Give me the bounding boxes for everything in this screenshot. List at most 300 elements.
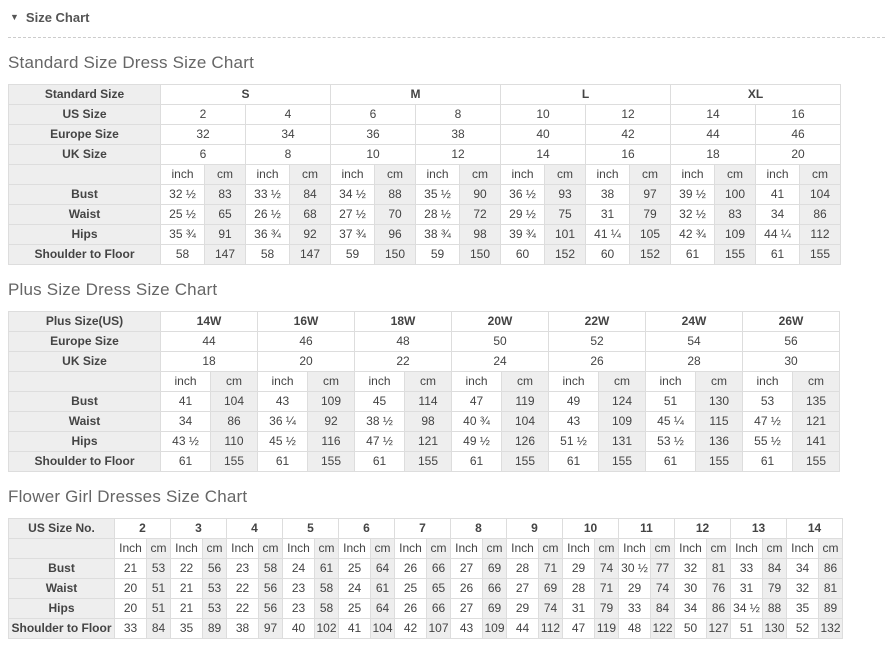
- measurement-cell: 48: [619, 619, 651, 639]
- measurement-cell: 61: [671, 245, 715, 265]
- size-value-cell: 52: [549, 332, 646, 352]
- size-value-cell: 54: [646, 332, 743, 352]
- row-label: Waist: [9, 579, 115, 599]
- unit-header-cell: cm: [819, 539, 843, 559]
- unit-header-cell: cm: [715, 165, 756, 185]
- measurement-cell: 43: [451, 619, 483, 639]
- measurement-cell: 30: [675, 579, 707, 599]
- measurement-cell: 32 ½: [161, 185, 205, 205]
- size-value-cell: 26: [549, 352, 646, 372]
- measurement-cell: 69: [483, 599, 507, 619]
- measurement-cell: 130: [763, 619, 787, 639]
- unit-header-cell: cm: [763, 539, 787, 559]
- unit-header-cell: Inch: [339, 539, 371, 559]
- size-value-cell: 28: [646, 352, 743, 372]
- measurement-cell: 147: [205, 245, 246, 265]
- measurement-cell: 71: [595, 579, 619, 599]
- measurement-cell: 101: [545, 225, 586, 245]
- measurement-cell: 51: [147, 579, 171, 599]
- size-value-cell: 44: [671, 125, 756, 145]
- row-label: Hips: [9, 432, 161, 452]
- row-label: Europe Size: [9, 125, 161, 145]
- measurement-cell: 155: [502, 452, 549, 472]
- unit-header-cell: cm: [599, 372, 646, 392]
- size-charts-container: [8, 53, 883, 639]
- measurement-cell: 147: [290, 245, 331, 265]
- measurement-cell: 27 ½: [331, 205, 375, 225]
- measurement-cell: 72: [460, 205, 501, 225]
- measurement-cell: 155: [715, 245, 756, 265]
- unit-header-cell: Inch: [283, 539, 315, 559]
- measurement-cell: 58: [315, 579, 339, 599]
- measurement-cell: 81: [819, 579, 843, 599]
- size-chart-section: [8, 280, 883, 472]
- table-row-hips: [9, 432, 840, 452]
- size-value-cell: 44: [161, 332, 258, 352]
- measurement-cell: 109: [715, 225, 756, 245]
- measurement-cell: 104: [502, 412, 549, 432]
- measurement-cell: 33: [115, 619, 147, 639]
- measurement-cell: 124: [599, 392, 646, 412]
- unit-header-cell: cm: [375, 165, 416, 185]
- row-label: UK Size: [9, 352, 161, 372]
- measurement-cell: 92: [308, 412, 355, 432]
- size-value-cell: 30: [743, 352, 840, 372]
- measurement-cell: 61: [743, 452, 793, 472]
- measurement-cell: 29: [563, 559, 595, 579]
- size-value-cell: 18: [671, 145, 756, 165]
- unit-header-cell: Inch: [731, 539, 763, 559]
- measurement-cell: 51 ½: [549, 432, 599, 452]
- measurement-cell: 119: [595, 619, 619, 639]
- measurement-cell: 26: [395, 599, 427, 619]
- accordion-title: Size Chart: [25, 10, 90, 25]
- size-group-header: S: [161, 85, 331, 105]
- table-row-uk-size: [9, 352, 840, 372]
- size-value-cell: 22: [355, 352, 452, 372]
- measurement-cell: 32: [675, 559, 707, 579]
- measurement-cell: 56: [203, 559, 227, 579]
- unit-header-cell: inch: [756, 165, 800, 185]
- unit-header-cell: cm: [371, 539, 395, 559]
- row-label: Waist: [9, 205, 161, 225]
- row-label: Plus Size(US): [9, 312, 161, 332]
- table-row-waist: [9, 579, 843, 599]
- measurement-cell: 155: [793, 452, 840, 472]
- unit-header-cell: cm: [502, 372, 549, 392]
- measurement-cell: 25: [395, 579, 427, 599]
- measurement-cell: 21: [171, 579, 203, 599]
- measurement-cell: 42: [395, 619, 427, 639]
- measurement-cell: 52: [787, 619, 819, 639]
- unit-header-cell: Inch: [171, 539, 203, 559]
- unit-header-cell: cm: [405, 372, 452, 392]
- measurement-cell: 86: [819, 559, 843, 579]
- measurement-cell: 37 ¾: [331, 225, 375, 245]
- measurement-cell: 43 ½: [161, 432, 211, 452]
- table-row-bust: [9, 185, 841, 205]
- measurement-cell: 20: [115, 579, 147, 599]
- measurement-cell: 64: [371, 559, 395, 579]
- size-value-cell: 46: [258, 332, 355, 352]
- measurement-cell: 109: [483, 619, 507, 639]
- table-row-waist: [9, 412, 840, 432]
- measurement-cell: 58: [161, 245, 205, 265]
- measurement-cell: 27: [507, 579, 539, 599]
- measurement-cell: 69: [539, 579, 563, 599]
- measurement-cell: 23: [283, 579, 315, 599]
- row-label: Hips: [9, 225, 161, 245]
- size-value-cell: 36: [331, 125, 416, 145]
- size-value-cell: 8: [246, 145, 331, 165]
- measurement-cell: 59: [331, 245, 375, 265]
- size-group-header: 26W: [743, 312, 840, 332]
- size-group-header: 11: [619, 519, 675, 539]
- size-group-header: XL: [671, 85, 841, 105]
- measurement-cell: 86: [800, 205, 841, 225]
- unit-header-cell: cm: [427, 539, 451, 559]
- measurement-cell: 152: [630, 245, 671, 265]
- measurement-cell: 53: [203, 579, 227, 599]
- table-row-shoulder-to-floor: [9, 619, 843, 639]
- row-label: US Size No.: [9, 519, 115, 539]
- measurement-cell: 79: [763, 579, 787, 599]
- measurement-cell: 61: [258, 452, 308, 472]
- size-value-cell: 16: [586, 145, 671, 165]
- size-value-cell: 46: [756, 125, 841, 145]
- measurement-cell: 112: [539, 619, 563, 639]
- row-label: UK Size: [9, 145, 161, 165]
- measurement-cell: 38: [227, 619, 259, 639]
- measurement-cell: 35: [171, 619, 203, 639]
- measurement-cell: 69: [483, 559, 507, 579]
- measurement-cell: 23: [283, 599, 315, 619]
- row-label: Standard Size: [9, 85, 161, 105]
- measurement-cell: 53: [203, 599, 227, 619]
- measurement-cell: 74: [595, 559, 619, 579]
- measurement-cell: 83: [715, 205, 756, 225]
- size-group-header: 18W: [355, 312, 452, 332]
- measurement-cell: 60: [501, 245, 545, 265]
- measurement-cell: 107: [427, 619, 451, 639]
- table-row-us-size: [9, 105, 841, 125]
- measurement-cell: 77: [651, 559, 675, 579]
- measurement-cell: 98: [405, 412, 452, 432]
- measurement-cell: 104: [800, 185, 841, 205]
- row-label: Bust: [9, 392, 161, 412]
- measurement-cell: 116: [308, 432, 355, 452]
- unit-header-cell: cm: [483, 539, 507, 559]
- measurement-cell: 29: [619, 579, 651, 599]
- unit-header-cell: cm: [259, 539, 283, 559]
- size-value-cell: 2: [161, 105, 246, 125]
- unit-header-cell: cm: [460, 165, 501, 185]
- measurement-cell: 28: [507, 559, 539, 579]
- row-label: Waist: [9, 412, 161, 432]
- unit-header-cell: Inch: [115, 539, 147, 559]
- size-group-header: 8: [451, 519, 507, 539]
- size-group-header: 3: [171, 519, 227, 539]
- measurement-cell: 150: [460, 245, 501, 265]
- measurement-cell: 60: [586, 245, 630, 265]
- row-label: US Size: [9, 105, 161, 125]
- table-row-units: [9, 165, 841, 185]
- size-table: [8, 311, 840, 472]
- row-label: Shoulder to Floor: [9, 245, 161, 265]
- measurement-cell: 41: [756, 185, 800, 205]
- measurement-cell: 40 ¾: [452, 412, 502, 432]
- measurement-cell: 47 ½: [743, 412, 793, 432]
- unit-header-cell: inch: [355, 372, 405, 392]
- measurement-cell: 65: [427, 579, 451, 599]
- measurement-cell: 53: [147, 559, 171, 579]
- measurement-cell: 31: [563, 599, 595, 619]
- measurement-cell: 36 ¼: [258, 412, 308, 432]
- section-title: Flower Girl Dresses Size Chart: [8, 487, 248, 506]
- measurement-cell: 51: [147, 599, 171, 619]
- measurement-cell: 70: [375, 205, 416, 225]
- size-value-cell: 4: [246, 105, 331, 125]
- measurement-cell: 141: [793, 432, 840, 452]
- measurement-cell: 126: [502, 432, 549, 452]
- measurement-cell: 90: [460, 185, 501, 205]
- size-group-header: 10: [563, 519, 619, 539]
- measurement-cell: 64: [371, 599, 395, 619]
- measurement-cell: 26 ½: [246, 205, 290, 225]
- size-value-cell: 6: [331, 105, 416, 125]
- measurement-cell: 61: [452, 452, 502, 472]
- measurement-cell: 44: [507, 619, 539, 639]
- table-row-hips: [9, 599, 843, 619]
- unit-header-cell: cm: [707, 539, 731, 559]
- size-value-cell: 6: [161, 145, 246, 165]
- size-group-header: 5: [283, 519, 339, 539]
- row-label: Shoulder to Floor: [9, 619, 115, 639]
- measurement-cell: 20: [115, 599, 147, 619]
- size-table: [8, 84, 841, 265]
- measurement-cell: 39 ¾: [501, 225, 545, 245]
- measurement-cell: 135: [793, 392, 840, 412]
- size-group-header: 20W: [452, 312, 549, 332]
- size-value-cell: 32: [161, 125, 246, 145]
- size-value-cell: 40: [501, 125, 586, 145]
- measurement-cell: 29 ½: [501, 205, 545, 225]
- table-row-standard-size: [9, 85, 841, 105]
- measurement-cell: 59: [416, 245, 460, 265]
- measurement-cell: 30 ½: [619, 559, 651, 579]
- unit-header-cell: cm: [290, 165, 331, 185]
- unit-header-cell: Inch: [507, 539, 539, 559]
- measurement-cell: 21: [115, 559, 147, 579]
- measurement-cell: 44 ¼: [756, 225, 800, 245]
- table-row-units: [9, 539, 843, 559]
- measurement-cell: 155: [308, 452, 355, 472]
- section-title: Standard Size Dress Size Chart: [8, 53, 254, 72]
- unit-header-cell: inch: [671, 165, 715, 185]
- unit-header-cell: cm: [308, 372, 355, 392]
- measurement-cell: 66: [427, 559, 451, 579]
- size-group-header: 22W: [549, 312, 646, 332]
- measurement-cell: 47: [452, 392, 502, 412]
- measurement-cell: 28 ½: [416, 205, 460, 225]
- measurement-cell: 36 ½: [501, 185, 545, 205]
- measurement-cell: 31: [731, 579, 763, 599]
- measurement-cell: 49: [549, 392, 599, 412]
- size-value-cell: 10: [501, 105, 586, 125]
- measurement-cell: 61: [646, 452, 696, 472]
- measurement-cell: 51: [646, 392, 696, 412]
- size-value-cell: 34: [246, 125, 331, 145]
- size-value-cell: 18: [161, 352, 258, 372]
- measurement-cell: 29: [507, 599, 539, 619]
- measurement-cell: 24: [339, 579, 371, 599]
- measurement-cell: 31: [586, 205, 630, 225]
- measurement-cell: 58: [246, 245, 290, 265]
- unit-header-cell: Inch: [619, 539, 651, 559]
- measurement-cell: 130: [696, 392, 743, 412]
- table-row-units: [9, 372, 840, 392]
- unit-header-cell: cm: [203, 539, 227, 559]
- unit-header-cell: cm: [147, 539, 171, 559]
- row-label: Europe Size: [9, 332, 161, 352]
- measurement-cell: 24: [283, 559, 315, 579]
- measurement-cell: 26: [395, 559, 427, 579]
- measurement-cell: 34: [756, 205, 800, 225]
- measurement-cell: 47 ½: [355, 432, 405, 452]
- row-label: [9, 372, 161, 392]
- measurement-cell: 61: [161, 452, 211, 472]
- size-chart-accordion-header[interactable]: [8, 6, 885, 38]
- measurement-cell: 155: [696, 452, 743, 472]
- row-label: Bust: [9, 185, 161, 205]
- measurement-cell: 155: [405, 452, 452, 472]
- size-group-header: 24W: [646, 312, 743, 332]
- table-row-us-size-no: [9, 519, 843, 539]
- measurement-cell: 49 ½: [452, 432, 502, 452]
- measurement-cell: 33 ½: [246, 185, 290, 205]
- unit-header-cell: inch: [501, 165, 545, 185]
- measurement-cell: 76: [707, 579, 731, 599]
- measurement-cell: 56: [259, 579, 283, 599]
- measurement-cell: 152: [545, 245, 586, 265]
- row-label: Bust: [9, 559, 115, 579]
- measurement-cell: 110: [211, 432, 258, 452]
- measurement-cell: 61: [756, 245, 800, 265]
- size-value-cell: 20: [756, 145, 841, 165]
- measurement-cell: 41: [339, 619, 371, 639]
- measurement-cell: 121: [793, 412, 840, 432]
- measurement-cell: 34: [675, 599, 707, 619]
- measurement-cell: 42 ¾: [671, 225, 715, 245]
- measurement-cell: 89: [203, 619, 227, 639]
- size-chart-section: [8, 487, 883, 639]
- table-row-europe-size: [9, 125, 841, 145]
- measurement-cell: 132: [819, 619, 843, 639]
- measurement-cell: 104: [211, 392, 258, 412]
- measurement-cell: 43: [258, 392, 308, 412]
- size-table: [8, 518, 843, 639]
- measurement-cell: 66: [483, 579, 507, 599]
- measurement-cell: 131: [599, 432, 646, 452]
- measurement-cell: 93: [545, 185, 586, 205]
- size-value-cell: 10: [331, 145, 416, 165]
- measurement-cell: 53: [743, 392, 793, 412]
- measurement-cell: 155: [599, 452, 646, 472]
- measurement-cell: 40: [283, 619, 315, 639]
- row-label: [9, 165, 161, 185]
- collapse-arrow-icon: ▼: [10, 12, 19, 22]
- measurement-cell: 71: [539, 559, 563, 579]
- measurement-cell: 112: [800, 225, 841, 245]
- measurement-cell: 100: [715, 185, 756, 205]
- measurement-cell: 56: [259, 599, 283, 619]
- size-group-header: 4: [227, 519, 283, 539]
- unit-header-cell: inch: [646, 372, 696, 392]
- measurement-cell: 61: [315, 559, 339, 579]
- measurement-cell: 45 ¼: [646, 412, 696, 432]
- measurement-cell: 50: [675, 619, 707, 639]
- measurement-cell: 35 ½: [416, 185, 460, 205]
- measurement-cell: 66: [427, 599, 451, 619]
- section-title: Plus Size Dress Size Chart: [8, 280, 218, 299]
- measurement-cell: 79: [595, 599, 619, 619]
- size-group-header: 13: [731, 519, 787, 539]
- measurement-cell: 41: [161, 392, 211, 412]
- unit-header-cell: cm: [539, 539, 563, 559]
- measurement-cell: 21: [171, 599, 203, 619]
- measurement-cell: 96: [375, 225, 416, 245]
- unit-header-cell: Inch: [787, 539, 819, 559]
- unit-header-cell: cm: [793, 372, 840, 392]
- measurement-cell: 61: [549, 452, 599, 472]
- measurement-cell: 81: [707, 559, 731, 579]
- measurement-cell: 32 ½: [671, 205, 715, 225]
- size-value-cell: 38: [416, 125, 501, 145]
- measurement-cell: 109: [599, 412, 646, 432]
- unit-header-cell: Inch: [227, 539, 259, 559]
- measurement-cell: 36 ¾: [246, 225, 290, 245]
- unit-header-cell: Inch: [675, 539, 707, 559]
- table-row-bust: [9, 392, 840, 412]
- unit-header-cell: inch: [258, 372, 308, 392]
- unit-header-cell: Inch: [563, 539, 595, 559]
- measurement-cell: 88: [763, 599, 787, 619]
- measurement-cell: 45 ½: [258, 432, 308, 452]
- measurement-cell: 33: [619, 599, 651, 619]
- measurement-cell: 25 ½: [161, 205, 205, 225]
- measurement-cell: 43: [549, 412, 599, 432]
- measurement-cell: 55 ½: [743, 432, 793, 452]
- measurement-cell: 68: [290, 205, 331, 225]
- measurement-cell: 75: [545, 205, 586, 225]
- unit-header-cell: inch: [743, 372, 793, 392]
- table-row-uk-size: [9, 145, 841, 165]
- table-row-europe-size: [9, 332, 840, 352]
- measurement-cell: 34: [787, 559, 819, 579]
- measurement-cell: 65: [205, 205, 246, 225]
- measurement-cell: 61: [355, 452, 405, 472]
- measurement-cell: 115: [696, 412, 743, 432]
- table-row-waist: [9, 205, 841, 225]
- measurement-cell: 38: [586, 185, 630, 205]
- size-group-header: 12: [675, 519, 731, 539]
- size-group-header: 9: [507, 519, 563, 539]
- unit-header-cell: inch: [161, 372, 211, 392]
- measurement-cell: 23: [227, 559, 259, 579]
- measurement-cell: 35 ¾: [161, 225, 205, 245]
- measurement-cell: 84: [763, 559, 787, 579]
- measurement-cell: 38 ½: [355, 412, 405, 432]
